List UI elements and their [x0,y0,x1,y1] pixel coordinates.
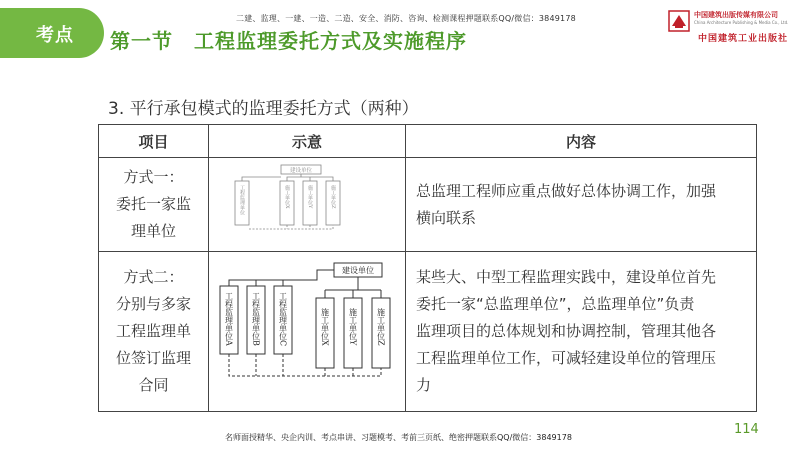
method-line: 位签订监理 [115,349,191,367]
d2-supervisor: 工程监理单位C [278,291,288,346]
method-line: 方式一： [123,168,184,186]
topic-badge [0,8,104,58]
method-line: 工程监理单 [115,322,191,340]
method-cell [99,158,209,252]
content-line: 总监理工程师应重点做好总体协调工作，加强 [416,181,717,200]
publisher-name-cn2: 中国建筑工业出版社 [698,34,789,44]
badge-label: 考点 [36,25,74,46]
content-line: 横向联系 [416,208,477,227]
method-line: 方式二： [123,268,184,286]
table-header-row [99,125,757,158]
content-line: 委托一家“总监理单位”，总监理单位”负责 [416,295,695,313]
method-line: 合同 [138,376,169,394]
diagram-cell [209,252,406,412]
content-line: 力 [416,376,432,394]
publisher-name-en: China Architecture Publishing & Media Co., Ltd. [694,20,789,25]
page-title: 第一节 工程监理委托方式及实施程序 [110,29,467,53]
content-line: 工程监理单位工作，可减轻建设单位的管理压 [416,349,717,367]
method-line: 分别与多家 [115,295,191,313]
publisher-emblem-icon [668,10,690,32]
d2-supervisor: 工程监理单位A [224,291,234,346]
table-row [99,158,757,252]
d1-box: 施工单位Z [330,184,336,208]
page-number: 114 [734,422,759,437]
diagram-cell [209,158,406,252]
diagram-two [214,260,400,400]
comparison-table [98,124,757,412]
publisher-name: 中国建筑出版传媒有限公司 [694,11,778,19]
publisher-logo [668,8,792,42]
d1-left: 工程监理单位 [239,184,245,215]
d2-top: 建设单位 [342,265,374,275]
content-line: 监理项目的总体规划和协调控制，管理其他各 [416,322,717,340]
d2-supervisor: 工程监理单位B [251,291,261,346]
table-row [99,252,757,412]
section-heading: 3. 平行承包模式的监理委托方式（两种） [108,99,419,119]
content-line: 某些大、中型工程监理实践中，建设单位首先 [416,268,717,286]
d1-box: 施工单位Y [307,184,313,208]
d2-contractor: 施工单位Y [348,307,358,345]
method-cell [99,252,209,412]
footer-note: 名师面授精华、央企内训、考点串讲、习题模考、考前三页纸、绝密押题联系QQ/微信：3849178 [225,433,572,442]
top-note: 二建、监理、一建、一造、二造、安全、消防、咨询、检测课程押题联系QQ/微信：3849178 [236,14,576,23]
content-cell [406,252,757,412]
diagram-one [217,162,397,244]
method-line: 委托一家监 [115,195,191,213]
d2-contractor: 施工单位X [320,307,330,346]
d2-contractor: 施工单位Z [376,307,386,346]
d1-box: 施工单位X [284,184,290,209]
header-content: 内容 [406,125,757,158]
header-item: 项目 [99,125,209,158]
d1-top: 建设单位 [289,167,313,174]
content-cell [406,158,757,252]
method-line: 理单位 [130,222,176,240]
header-diagram: 示意 [209,125,406,158]
